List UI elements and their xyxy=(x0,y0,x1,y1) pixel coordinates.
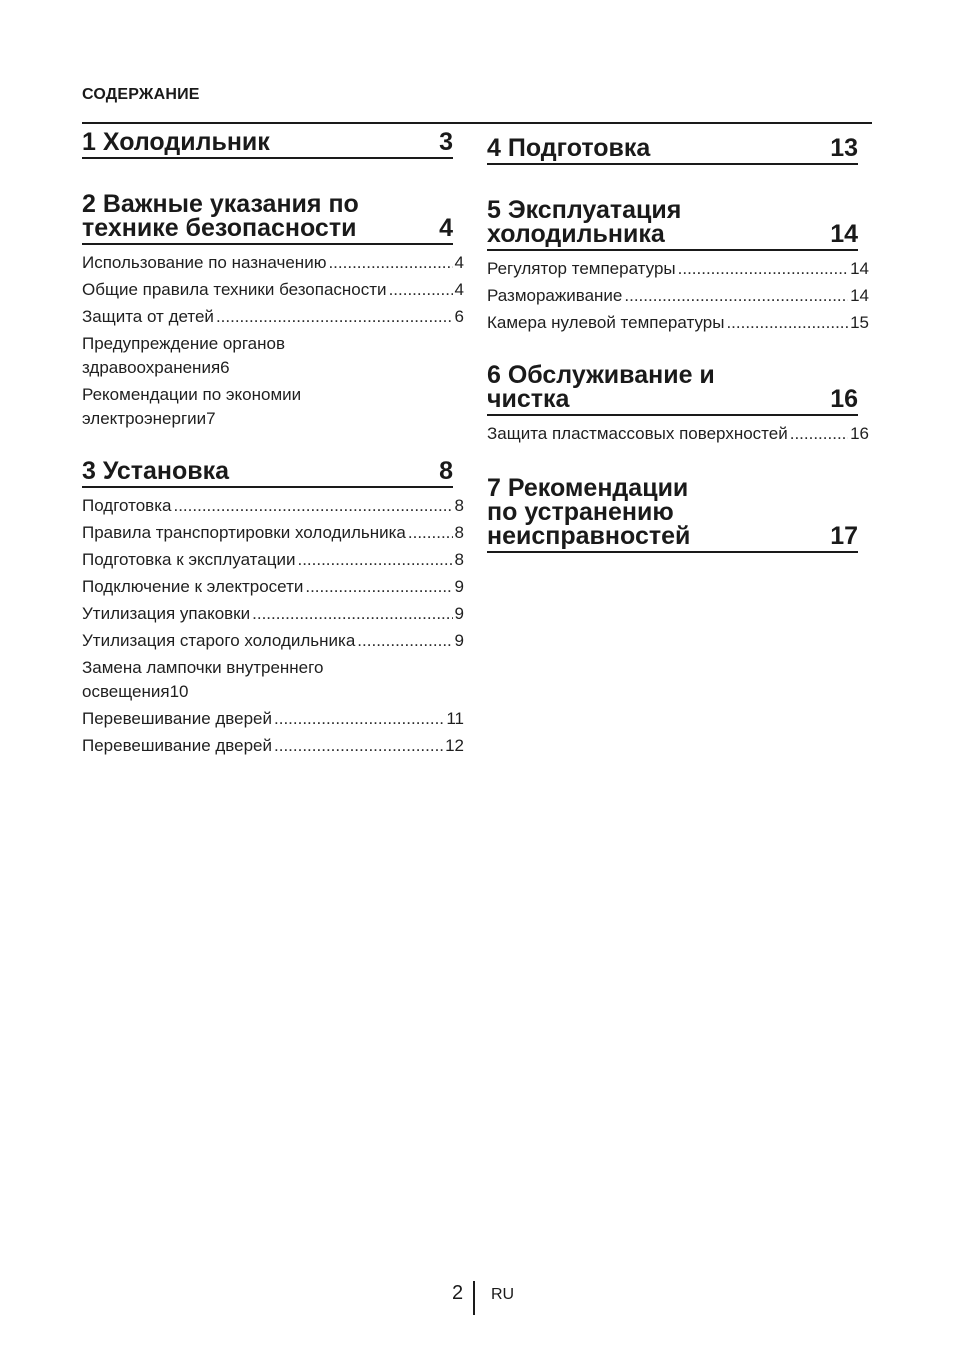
toc-entry-title: Защита от детей xyxy=(82,307,214,326)
section-number: 2 xyxy=(82,190,96,218)
section-page-number: 14 xyxy=(830,220,858,248)
toc-entry[interactable] xyxy=(82,383,464,431)
toc-entry-title: Размораживание xyxy=(487,286,623,305)
toc-entry-title: Утилизация старого холодильника xyxy=(82,631,356,650)
section-title-line xyxy=(82,216,359,240)
toc-entry-line xyxy=(82,407,464,431)
toc-section xyxy=(82,459,464,761)
section-title-line xyxy=(82,192,359,216)
section-title-line xyxy=(487,524,690,548)
section-title xyxy=(487,476,690,548)
section-title-line xyxy=(487,363,715,387)
section-title-text: Обслуживание и xyxy=(507,361,715,389)
toc-section xyxy=(82,192,464,434)
dot-leader xyxy=(357,629,452,653)
toc-entry-line xyxy=(82,356,464,380)
toc-section xyxy=(487,363,869,449)
toc-entry-page-number: 15 xyxy=(850,313,869,332)
toc-entry-page-number: 9 xyxy=(454,577,464,596)
section-number: 7 xyxy=(487,474,501,502)
section-number: 3 xyxy=(82,457,96,485)
toc-entry[interactable] xyxy=(82,305,464,329)
toc-entry-list xyxy=(82,494,464,758)
toc-entry-title: Использование по назначению xyxy=(82,253,327,272)
section-heading[interactable] xyxy=(487,136,858,165)
toc-entry[interactable] xyxy=(82,575,464,599)
section-title xyxy=(82,130,270,154)
section-title-line xyxy=(487,222,681,246)
toc-entry-page-number: 14 xyxy=(850,259,869,278)
toc-entry-page-number: 7 xyxy=(206,409,216,428)
dot-leader xyxy=(252,602,452,626)
section-heading[interactable] xyxy=(82,192,453,245)
toc-entry-title-line: освещения xyxy=(82,682,170,701)
toc-entry-page-number: 8 xyxy=(454,550,464,569)
toc-entry-title: Перевешивание дверей xyxy=(82,709,272,728)
section-title-text: по устранению xyxy=(487,498,674,526)
section-title xyxy=(487,136,650,160)
dot-leader xyxy=(408,521,453,545)
toc-entry[interactable] xyxy=(82,332,464,380)
dot-leader xyxy=(726,311,848,335)
section-title-text: Важные указания по xyxy=(102,190,359,218)
section-page-number: 13 xyxy=(830,134,858,162)
toc-entry-title-line: Рекомендации по экономии xyxy=(82,385,302,404)
footer-page-number: 2 xyxy=(452,1282,464,1304)
toc-entry[interactable] xyxy=(82,278,464,302)
toc-entry-title: Подготовка к эксплуатации xyxy=(82,550,296,569)
section-heading[interactable] xyxy=(487,476,858,553)
toc-entry-page-number: 16 xyxy=(850,424,869,443)
dot-leader xyxy=(216,305,453,329)
dot-leader xyxy=(389,278,453,302)
section-title-line xyxy=(487,476,690,500)
toc-entry-page-number: 8 xyxy=(454,496,464,515)
toc-entry-page-number: 11 xyxy=(446,709,464,728)
toc-entry[interactable] xyxy=(487,311,869,335)
section-title-line xyxy=(487,136,650,160)
toc-entry-page-number: 14 xyxy=(850,286,869,305)
section-title-line xyxy=(487,387,715,411)
dot-leader xyxy=(790,422,848,446)
toc-section xyxy=(487,136,858,165)
section-number: 6 xyxy=(487,361,501,389)
toc-entry-title-line: Замена лампочки внутреннего xyxy=(82,658,324,677)
top-rule xyxy=(82,122,872,124)
dot-leader xyxy=(274,734,443,758)
toc-entry[interactable] xyxy=(82,494,464,518)
dot-leader xyxy=(173,494,452,518)
section-heading[interactable] xyxy=(82,459,453,488)
section-title xyxy=(82,192,359,240)
toc-entry-title-line: электроэнергии xyxy=(82,409,207,428)
toc-section xyxy=(82,130,453,159)
toc-entry-title: Регулятор температуры xyxy=(487,259,676,278)
section-page-number: 3 xyxy=(439,128,453,156)
document-label: СОДЕРЖАНИЕ xyxy=(82,86,200,103)
toc-entry-page-number: 4 xyxy=(454,253,464,272)
toc-entry[interactable] xyxy=(82,656,464,704)
dot-leader xyxy=(274,707,444,731)
dot-leader xyxy=(297,548,452,572)
toc-entry-title: Подключение к электросети xyxy=(82,577,304,596)
toc-entry[interactable] xyxy=(82,251,464,275)
section-title-text: Холодильник xyxy=(102,128,270,156)
dot-leader xyxy=(624,284,848,308)
toc-entry-page-number: 9 xyxy=(454,604,464,623)
toc-entry-page-number: 4 xyxy=(454,280,464,299)
toc-entry-title: Камера нулевой температуры xyxy=(487,313,725,332)
section-heading[interactable] xyxy=(82,130,453,159)
toc-entry-page-number: 12 xyxy=(445,736,464,755)
toc-entry[interactable] xyxy=(82,602,464,626)
toc-entry-title-line: здравоохранения xyxy=(82,358,221,377)
section-title-text: холодильника xyxy=(487,220,665,248)
toc-entry-title-line: Предупреждение органов xyxy=(82,334,285,353)
toc-entry-page-number: 9 xyxy=(454,631,464,650)
section-page-number: 16 xyxy=(830,385,858,413)
section-title-text: Установка xyxy=(102,457,230,485)
toc-entry[interactable] xyxy=(82,548,464,572)
footer-language: RU xyxy=(491,1286,515,1303)
section-number: 4 xyxy=(487,134,501,162)
toc-entry-line xyxy=(82,680,464,704)
toc-entry[interactable] xyxy=(487,257,869,281)
toc-section xyxy=(487,198,869,338)
toc-entry[interactable] xyxy=(487,284,869,308)
toc-section xyxy=(487,476,858,553)
toc-entry-list xyxy=(487,422,869,446)
section-heading[interactable] xyxy=(487,198,858,251)
toc-entry-title: Подготовка xyxy=(82,496,172,515)
section-page-number: 4 xyxy=(439,214,453,242)
section-heading[interactable] xyxy=(487,363,858,416)
section-title-text: Рекомендации xyxy=(507,474,689,502)
dot-leader xyxy=(328,251,452,275)
toc-entry-page-number: 6 xyxy=(220,358,230,377)
section-title-text: Эксплуатация xyxy=(507,196,682,224)
section-number: 5 xyxy=(487,196,501,224)
section-title-line xyxy=(487,198,681,222)
dot-leader xyxy=(305,575,452,599)
toc-entry[interactable] xyxy=(82,707,464,731)
toc-entry-title: Правила транспортировки холодильника xyxy=(82,523,406,542)
toc-entry-list xyxy=(82,251,464,431)
section-title-text: неисправностей xyxy=(487,522,691,550)
toc-entry-page-number: 6 xyxy=(454,307,464,326)
section-title xyxy=(487,363,715,411)
section-title xyxy=(487,198,681,246)
footer-separator xyxy=(473,1281,475,1315)
toc-entry-title: Перевешивание дверей xyxy=(82,736,272,755)
section-page-number: 8 xyxy=(439,457,453,485)
toc-entry-page-number: 8 xyxy=(454,523,464,542)
toc-entry-title: Защита пластмассовых поверхностей xyxy=(487,424,788,443)
section-title-text: чистка xyxy=(487,385,570,413)
toc-entry-list xyxy=(487,257,869,335)
toc-entry-title: Утилизация упаковки xyxy=(82,604,251,623)
dot-leader xyxy=(678,257,848,281)
toc-entry[interactable] xyxy=(82,521,464,545)
toc-entry[interactable] xyxy=(82,629,464,653)
toc-entry[interactable] xyxy=(82,734,464,758)
section-title-text: Подготовка xyxy=(507,134,651,162)
section-title xyxy=(82,459,229,483)
toc-entry[interactable] xyxy=(487,422,869,446)
toc-entry-title: Общие правила техники безопасности xyxy=(82,280,387,299)
section-title-line xyxy=(487,500,690,524)
toc-entry-page-number: 10 xyxy=(169,682,189,701)
section-title-text: технике безопасности xyxy=(82,214,357,242)
section-title-line xyxy=(82,459,229,483)
section-number: 1 xyxy=(82,128,96,156)
section-title-line xyxy=(82,130,270,154)
section-page-number: 17 xyxy=(830,522,858,550)
